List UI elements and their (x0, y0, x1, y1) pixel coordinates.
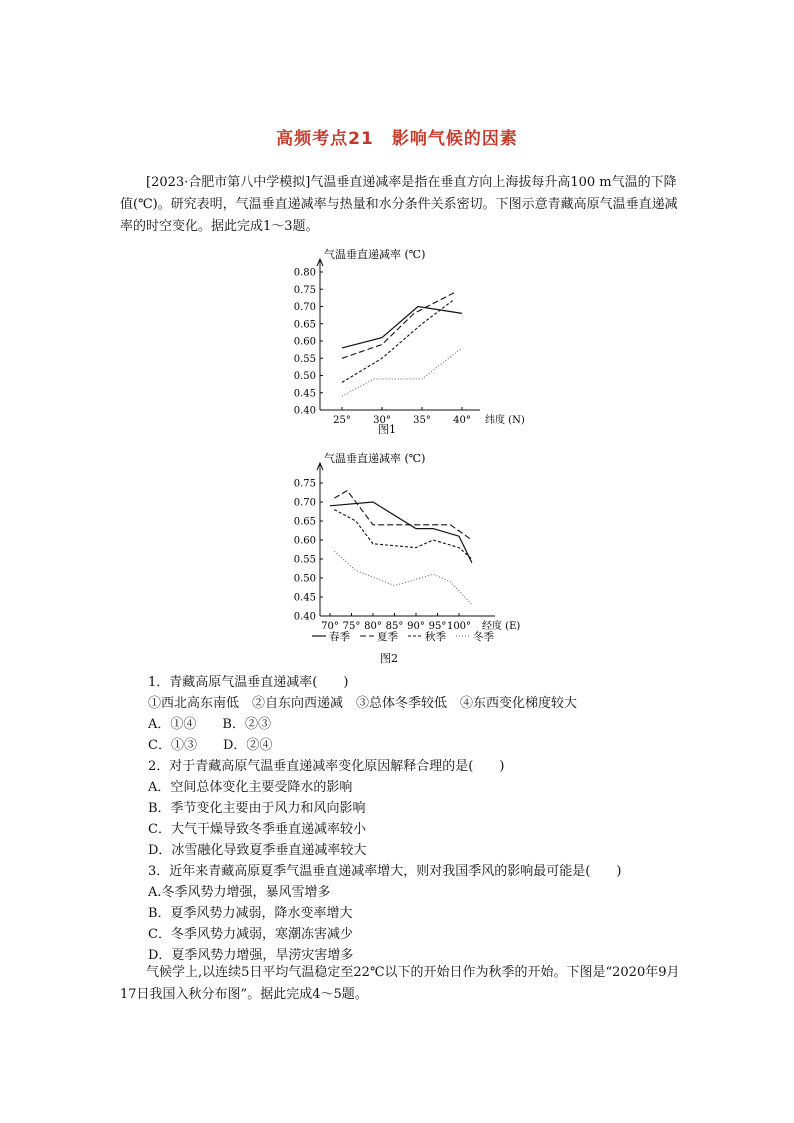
question-1-options-ab: A．①④ B．②③ (148, 717, 271, 732)
chart2-figure-caption: 图2 (380, 652, 398, 665)
chart2-ytick-label: 0.65 (293, 516, 316, 528)
question-3-option-b: B．夏季风势力减弱，降水变率增大 (148, 906, 353, 921)
chart1-series-夏季 (342, 293, 454, 359)
question-2-option-a: A．空间总体变化主要受降水的影响 (148, 780, 353, 795)
question-2-option-d: D．冰雪融化导致夏季垂直递减率较大 (148, 843, 367, 858)
chart2-ytick-label: 0.55 (293, 554, 316, 566)
question-3-option-a: A.冬季风势力增强，暴风雪增多 (148, 885, 331, 900)
chart2-xtick-label: 75° (342, 621, 361, 632)
question-2-option-c: C．大气干燥导致冬季垂直递减率较小 (148, 822, 366, 837)
chart2-ytick-label: 0.45 (293, 592, 316, 604)
chart2-xlabel: 经度 (E) (482, 621, 521, 632)
chart2-xtick-label: 70° (321, 621, 339, 632)
chart1-series-秋季 (342, 300, 454, 383)
page-title: 高频考点21 影响气候的因素 (276, 129, 518, 149)
question-1-stem: 1．青藏高原气温垂直递减率( ) (148, 675, 349, 690)
chart2-xtick-label: 100° (446, 621, 472, 632)
chart2-legend-label: 春季 (329, 631, 350, 643)
chart1-ytick-label: 0.50 (293, 371, 316, 382)
chart2-ylabel: 气温垂直递减率 (℃) (324, 452, 426, 465)
chart1-xtick-label: 40° (453, 415, 471, 426)
chart1-ytick-label: 0.80 (293, 267, 316, 279)
chart2-ytick-label: 0.60 (293, 535, 316, 547)
outro-paragraph: 气候学上,以连续5日平均气温稳定至22℃以下的开始日作为秋季的开始。下图是“2020年9月17日我国入秋分布图”。据此完成4～5题。 (120, 965, 680, 1002)
chart2-legend-label: 冬季 (473, 631, 494, 643)
chart2-xtick-label: 90° (407, 621, 425, 632)
chart2-series-春季 (330, 502, 472, 563)
question-3-stem: 3．近年来青藏高原夏季气温垂直递减率增大，则对我国季风的影响最可能是( ) (148, 864, 622, 879)
chart2-xtick-label: 95° (428, 621, 447, 632)
question-1-statements: ①西北高东南低 ②自东向西递减 ③总体冬季较低 ④东西变化梯度较大 (148, 696, 578, 711)
chart2-series-夏季 (334, 491, 472, 540)
chart1-ytick-label: 0.55 (293, 353, 316, 365)
chart1-ytick-label: 0.60 (293, 336, 316, 348)
chart2-ytick-label: 0.75 (293, 478, 316, 490)
chart1-ytick-label: 0.65 (293, 319, 316, 331)
chart1-ytick-label: 0.40 (293, 405, 316, 417)
chart2-ytick-label: 0.70 (293, 497, 316, 509)
chart2-xtick-label: 85° (385, 621, 404, 632)
chart2-ytick-label: 0.40 (293, 611, 316, 623)
question-3-option-d: D．夏季风势力增强，旱涝灾害增多 (148, 948, 354, 963)
chart2-xtick-label: 80° (364, 621, 382, 632)
question-1-options-cd: C．①③ D．②④ (148, 738, 273, 753)
chart1-xtick-label: 25° (333, 415, 351, 426)
question-2-stem: 2．对于青藏高原气温垂直递减率变化原因解释合理的是( ) (148, 759, 505, 774)
chart2-legend-label: 秋季 (425, 631, 446, 643)
chart1-ylabel: 气温垂直递减率 (℃) (324, 248, 426, 261)
chart1-xtick-label: 30° (373, 415, 391, 426)
chart1-xlabel: 纬度 (N) (485, 415, 525, 426)
chart2-legend-label: 夏季 (377, 631, 398, 643)
chart1-ytick-label: 0.45 (293, 388, 316, 400)
chart1-ytick-label: 0.70 (293, 302, 316, 313)
chart2-ytick-label: 0.50 (293, 573, 316, 585)
chart1-ytick-label: 0.75 (293, 284, 316, 296)
intro-paragraph: [2023·合肥市第八中学模拟]气温垂直递减率是指在垂直方向上海拔每升高100 m气温的下降值(℃)。研究表明，气温垂直递减率与热量和水分条件关系密切。下图示意青藏高原气温垂直递减率的时空变化。据此完成1～3题。 (120, 175, 678, 234)
question-2-option-b: B．季节变化主要由于风力和风向影响 (148, 801, 366, 816)
chart1-xtick-label: 35° (413, 415, 431, 426)
chart1-figure-caption: 图1 (378, 423, 396, 436)
chart2-series-冬季 (334, 551, 472, 604)
question-3-option-c: C．冬季风势力减弱，寒潮冻害减少 (148, 927, 353, 942)
